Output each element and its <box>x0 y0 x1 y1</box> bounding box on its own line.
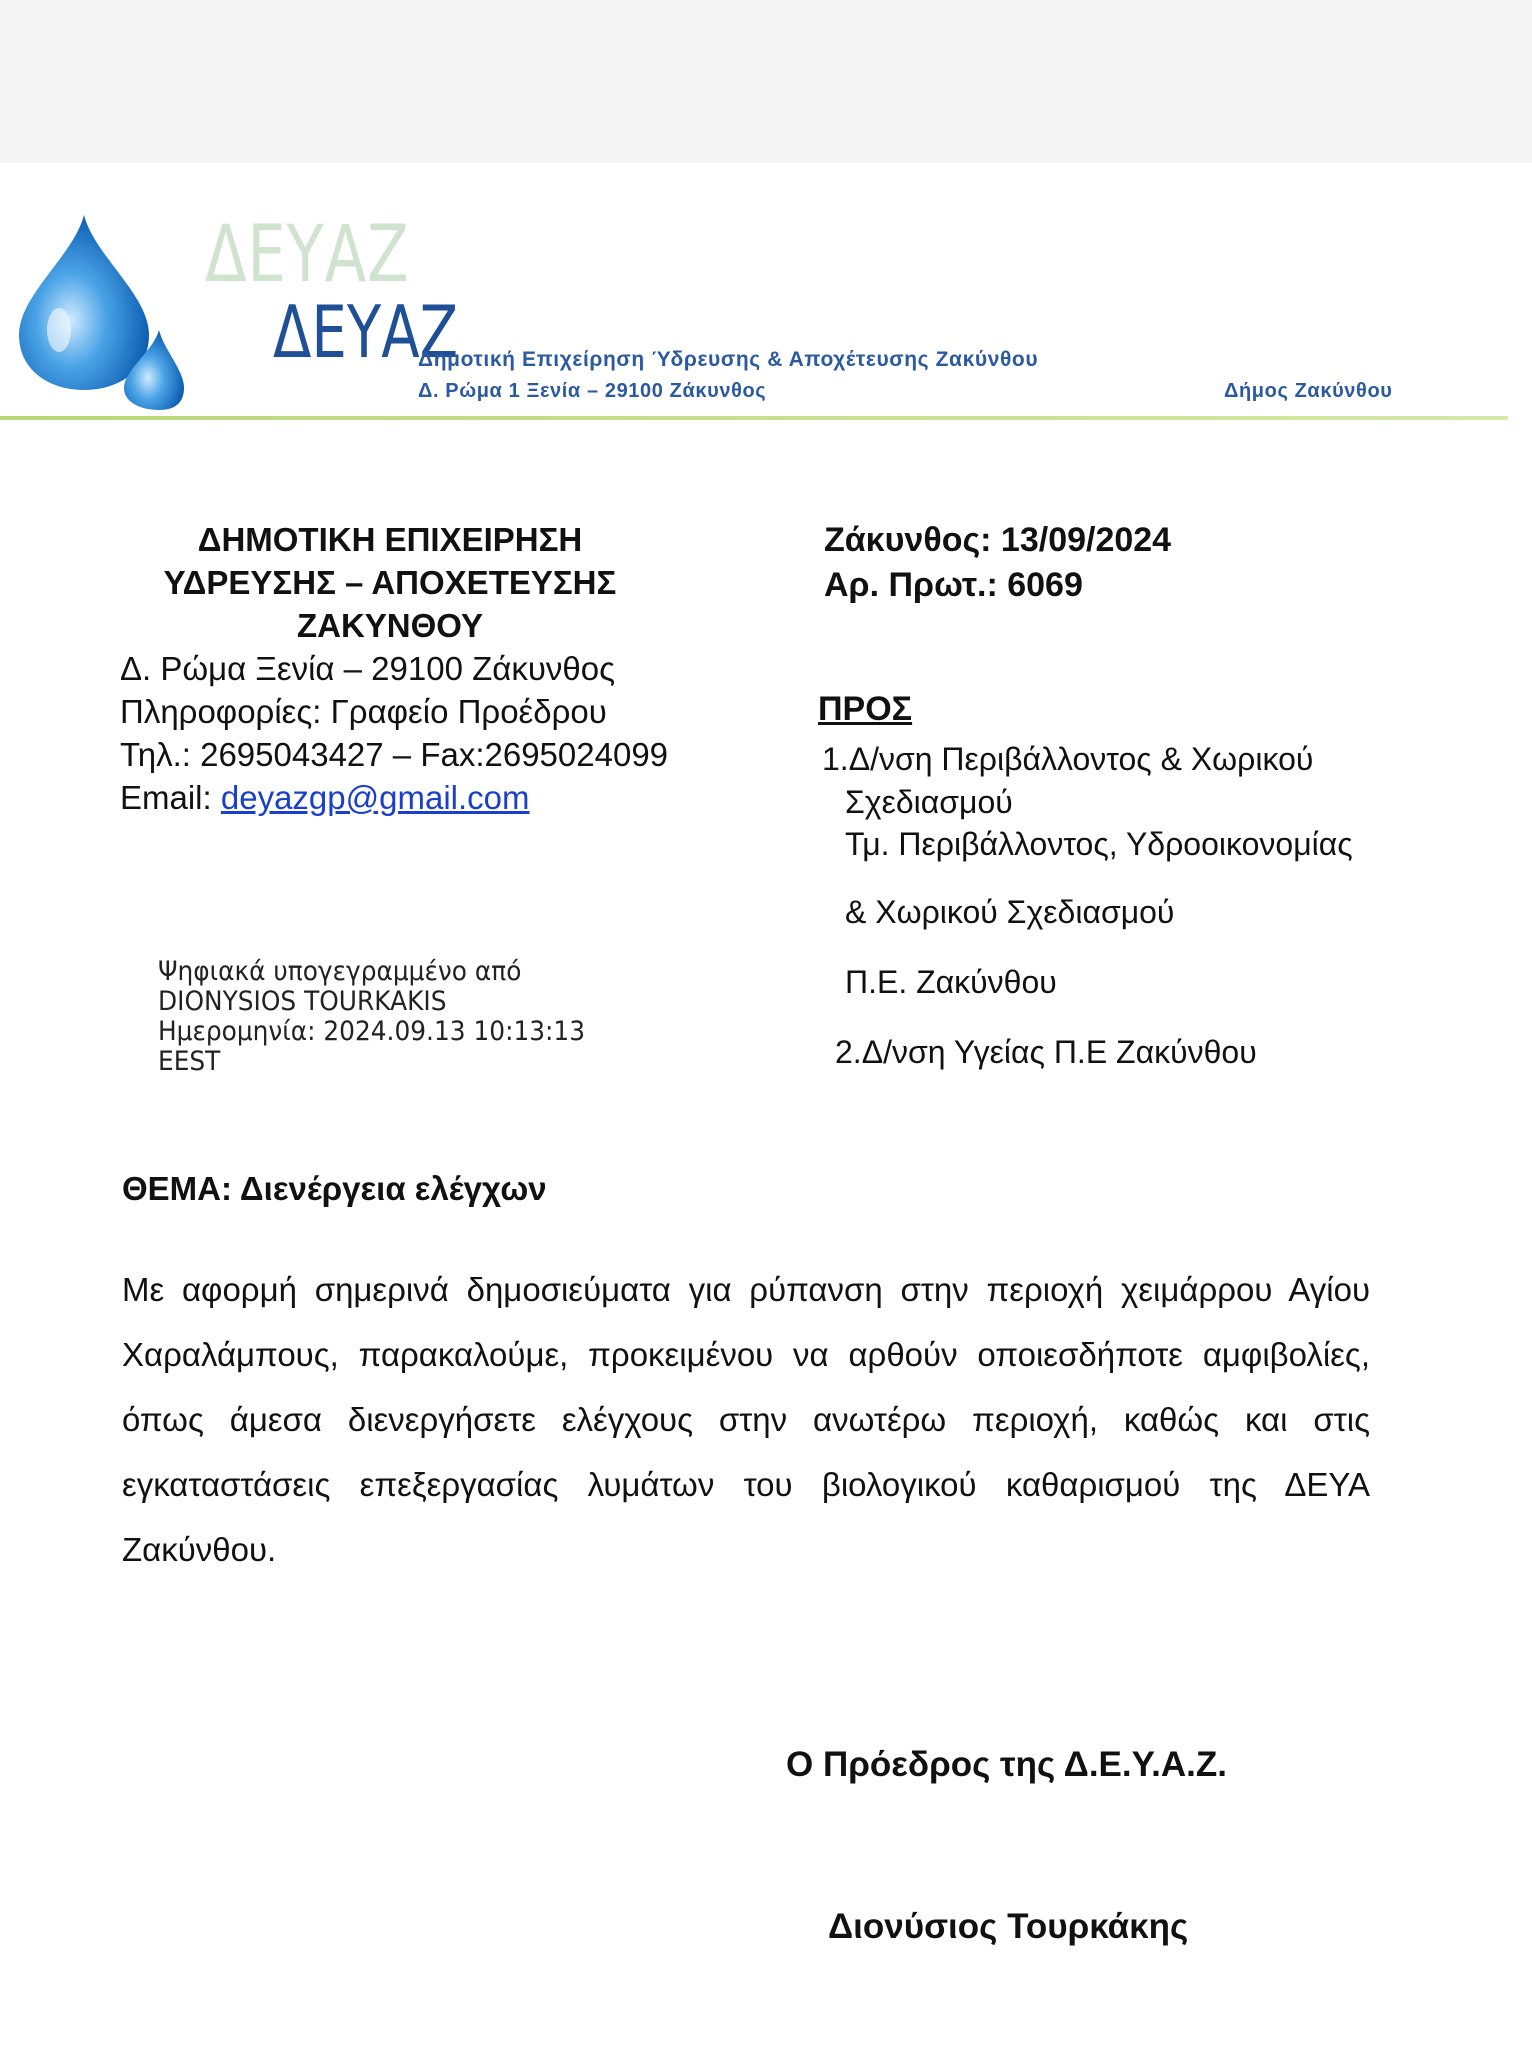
recipient-2: 2.Δ/νση Υγείας Π.Ε Ζακύνθου <box>835 1034 1257 1070</box>
letterhead-address: Δ. Ρώμα 1 Ξενία – 29100 Ζάκυνθος <box>418 380 767 402</box>
recipient-1-line: Τμ. Περιβάλλοντος, Υδροοικονομίας <box>845 826 1353 862</box>
sender-address: Δ. Ρώμα Ξενία – 29100 Ζάκυνθος <box>120 650 615 687</box>
recipient-1-line: & Χωρικού Σχεδιασμού <box>845 894 1175 930</box>
recipients-title: ΠΡΟΣ <box>818 690 913 728</box>
subject-line: ΘΕΜΑ: Διενέργεια ελέγχων <box>122 1170 547 1207</box>
recipient-1-line: 1.Δ/νση Περιβάλλοντος & Χωρικού <box>822 741 1314 777</box>
logo-text: ΔΕΥΑΖ <box>273 290 459 374</box>
date-line: Ζάκυνθος: 13/09/2024 <box>824 521 1172 559</box>
sender-block <box>120 518 669 819</box>
digital-signature-line: EEST <box>158 1046 221 1077</box>
sender-email-row <box>120 776 660 819</box>
letterhead-org-name: Δημοτική Επιχείρηση Ύδρευσης & Αποχέτευσης Ζακύνθου <box>418 348 1039 371</box>
letterhead-divider <box>0 416 1508 420</box>
digital-signature <box>158 957 585 1077</box>
sender-phone: Τηλ.: 2695043427 – Fax:2695024099 <box>120 736 669 773</box>
recipient-1-line: Π.Ε. Ζακύνθου <box>845 964 1057 1000</box>
logo-ghost-text: ΔΕΥΑΖ <box>205 210 410 300</box>
document-meta <box>824 518 1171 608</box>
sender-org-line: ΔΗΜΟΤΙΚΗ ΕΠΙΧΕΙΡΗΣΗ <box>197 521 583 558</box>
sender-email-link[interactable]: deyazgp@gmail.com <box>220 779 530 816</box>
sender-org-line: ΖΑΚΥΝΘΟΥ <box>296 607 484 644</box>
signatory-title: Ο Πρόεδρος της Δ.Ε.Υ.Α.Ζ. <box>786 1745 1227 1784</box>
document-page <box>0 163 1532 2048</box>
body-paragraph: Με αφορμή σημερινά δημοσιεύματα για ρύπανση στην περιοχή χειμάρρου Αγίου Χαραλάμπους, παρακαλούμε, προκειμένου να αρθούν οποιεσδήποτε αμφιβολίες, όπως άμεσα διενεργήσετε ελέγχους στην ανωτέρω περιοχή, καθώς και στις εγκαταστάσεις επεξεργασίας λυμάτων του βιολογικού καθαρισμού της ΔΕΥΑ Ζακύνθου. <box>122 1271 1370 1568</box>
sender-info: Πληροφορίες: Γραφείο Προέδρου <box>120 693 607 730</box>
signatory-name: Διονύσιος Τουρκάκης <box>828 1907 1189 1946</box>
digital-signature-line: Ψηφιακά υπογεγραμμένο από <box>158 956 522 987</box>
digital-signature-line: DIONYSIOS TOURKAKIS <box>158 986 447 1017</box>
digital-signature-line: Ημερομηνία: 2024.09.13 10:13:13 <box>158 1016 586 1047</box>
letterhead-municipality: Δήμος Ζακύνθου <box>1224 380 1393 402</box>
sender-email-label: Email: <box>120 779 221 816</box>
recipient-1-line: Σχεδιασμού <box>845 784 1013 820</box>
sender-org-line: ΥΔΡΕΥΣΗΣ – ΑΠΟΧΕΤΕΥΣΗΣ <box>163 564 617 601</box>
water-drop-logo-icon <box>14 210 184 410</box>
protocol-number: Αρ. Πρωτ.: 6069 <box>824 566 1083 604</box>
